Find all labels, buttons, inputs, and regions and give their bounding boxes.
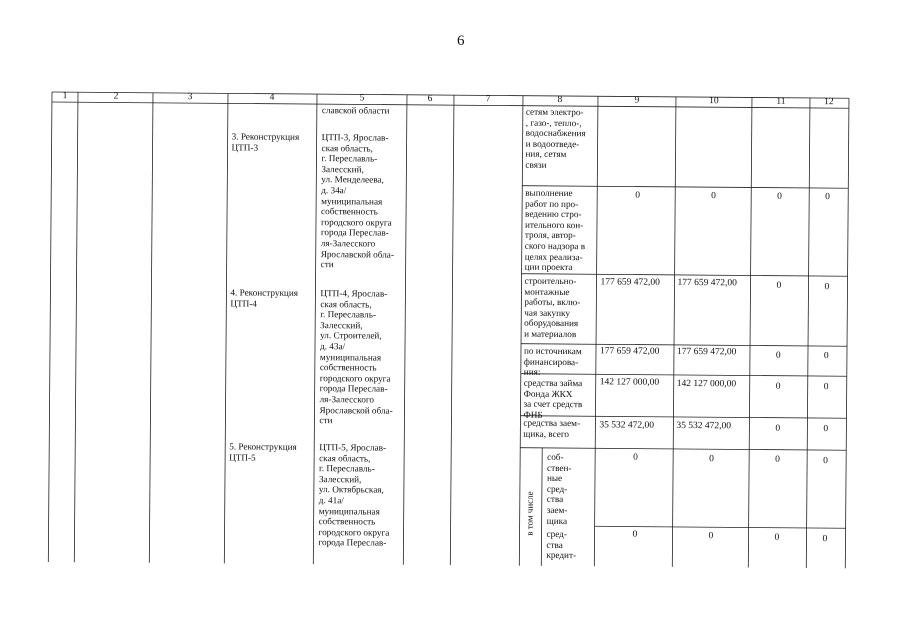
col-header-8: 8 (557, 94, 563, 106)
item-3-title: 3. Реконструкция ЦТП-3 (231, 131, 300, 153)
row-credit-funds-col11: 0 (774, 532, 780, 543)
row-borrower-col11: 0 (775, 423, 781, 434)
col-header-3: 3 (187, 92, 193, 103)
in-that-number-label: в том числе (524, 491, 535, 536)
row-construction-col11: 0 (776, 280, 782, 291)
row-own-funds-col9: 0 (633, 452, 638, 463)
col-header-1: 1 (62, 91, 68, 102)
item-5-title: 5. Реконструкция ЦТП-5 (229, 441, 297, 463)
col-header-6: 6 (427, 93, 433, 104)
row-supervision-col11: 0 (777, 191, 782, 202)
col-header-10: 10 (709, 96, 719, 107)
row-credit-funds-col12: 0 (822, 534, 828, 545)
row-sources-col12: 0 (823, 351, 829, 362)
credit-funds-label: сред- ства кредит- (546, 528, 577, 561)
work-type-networks: сетям электро- , газо-, тепло-, водоснабжения и водоотведе- ния, сетям связи (525, 106, 586, 170)
item-5-location: ЦТП-5, Ярослав- ская область, г. Переславль- Залесский, ул. Октябрьская, д. 41а/ муниципальная собственность городского округа города Переслав- (318, 442, 390, 548)
row-supervision-col10: 0 (711, 191, 716, 202)
row-own-funds-col11: 0 (775, 454, 780, 465)
item-4-title: 4. Реконструкция ЦТП-4 (230, 287, 299, 309)
page-number: 6 (457, 33, 465, 49)
row-supervision-col12: 0 (825, 192, 830, 203)
row-sources-col9: 177 659 472,00 (599, 346, 660, 357)
col-header-12: 12 (824, 97, 834, 108)
row-own-funds-col10: 0 (709, 454, 714, 465)
table-grid (48, 92, 852, 578)
row-credit-funds-col10: 0 (708, 531, 714, 542)
own-funds-label: соб- ствен- ные сред- ства заем- щика (546, 451, 572, 526)
row-supervision-col9: 0 (635, 190, 640, 201)
col-header-4: 4 (269, 92, 275, 103)
col-header-7: 7 (485, 94, 491, 105)
col-header-5: 5 (359, 93, 365, 104)
col-header-2: 2 (113, 91, 119, 102)
budget-table (48, 92, 852, 578)
row-fund-loan-col10: 142 127 000,00 (676, 378, 737, 390)
col-header-11: 11 (776, 96, 786, 107)
row-construction-col9: 177 659 472,00 (600, 277, 660, 288)
fund-loan-label: средства займа Фонда ЖКХ за счет средств ФНБ (523, 377, 583, 420)
row-sources-col10: 177 659 472,00 (676, 346, 737, 358)
row-fund-loan-col12: 0 (823, 382, 829, 393)
row-borrower-col10: 35 532 472,00 (676, 420, 732, 432)
location-continued: славской области (321, 105, 390, 116)
item-4-location: ЦТП-4, Ярослав- ская область, г. Переславль- Залесский, ул. Строителей, д. 43а/ муниципальная собственность городского округа города Переслав- ля-Залесского Ярославской обла- сти (319, 288, 393, 426)
work-type-supervision: выполнение работ по про- ведению стро- ительного кон- троля, автор- ского надзора в целях реализа- ции проекта (524, 187, 586, 273)
row-credit-funds-col9: 0 (632, 529, 638, 540)
borrower-funds-label: средства заем- щика, всего (523, 417, 581, 439)
financing-sources-label: по источникам финансирова- ния: (523, 345, 582, 378)
row-sources-col11: 0 (775, 350, 781, 361)
row-fund-loan-col11: 0 (775, 381, 781, 392)
row-construction-col12: 0 (824, 282, 830, 293)
item-3-location: ЦТП-3, Ярослав- ская область, г. Переславль- Залесский, ул. Менделеева, д. 34а/ муниципальная собственность городского округа города Переслав- ля-Залесского Ярославской обла- сти (320, 132, 394, 270)
row-borrower-col12: 0 (823, 424, 829, 435)
row-borrower-col9: 35 532 472,00 (599, 420, 655, 431)
work-type-construction: строительно- монтажные работы, вклю- чая закупку оборудования и материалов (524, 275, 581, 340)
col-header-9: 9 (634, 95, 640, 106)
row-fund-loan-col9: 142 127 000,00 (599, 377, 660, 388)
row-construction-col10: 177 659 472,00 (677, 277, 737, 289)
row-own-funds-col12: 0 (823, 456, 828, 467)
